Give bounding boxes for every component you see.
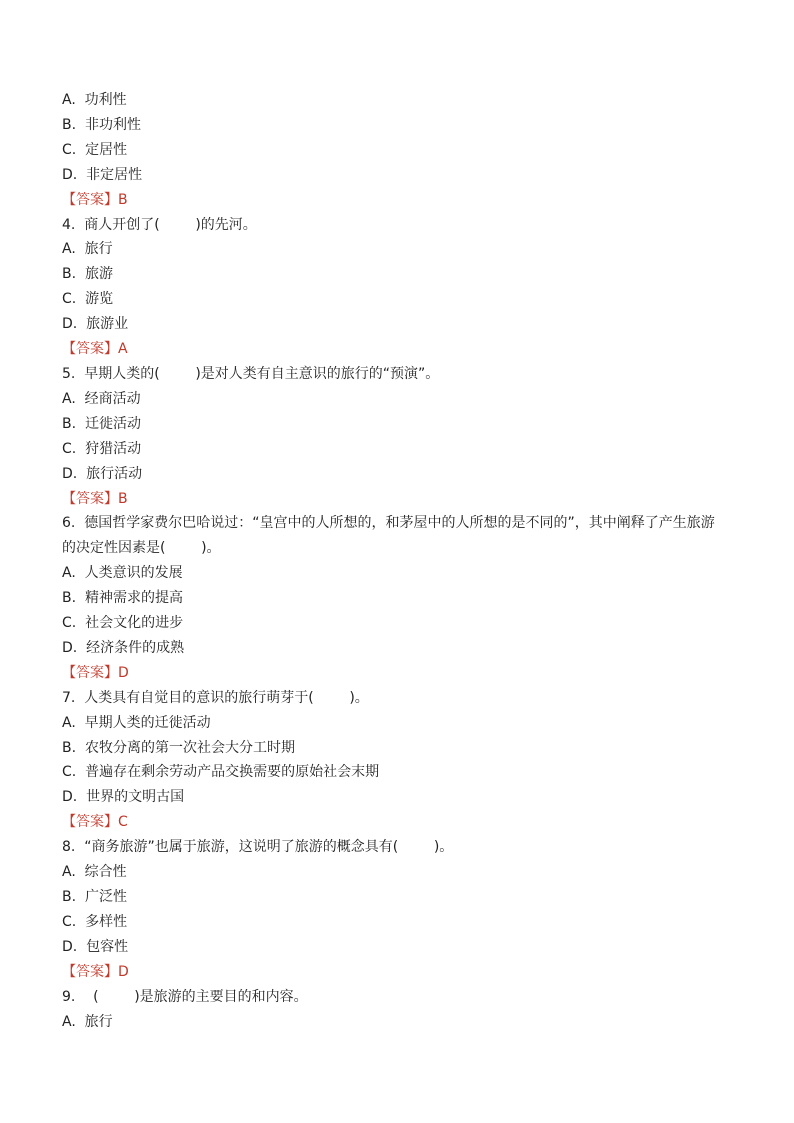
answer-value: A xyxy=(118,341,128,358)
option-text: C. 游览 xyxy=(62,291,114,308)
option-text: C. 定居性 xyxy=(62,141,128,158)
answer-line xyxy=(62,487,742,512)
option-text: D. 世界的文明古国 xyxy=(62,789,185,806)
question-text: 4. 商人开创了( )的先河。 xyxy=(62,216,257,233)
option-text: D. 经济条件的成熟 xyxy=(62,639,185,656)
option-text: B. 非功利性 xyxy=(62,116,141,133)
question-text: 7. 人类具有自觉目的意识的旅行萌芽于( )。 xyxy=(62,689,369,706)
answer-value: B xyxy=(118,490,128,507)
option-text: A. 旅行 xyxy=(62,1013,113,1030)
option-text: D. 包容性 xyxy=(62,938,129,955)
option-text: A. 早期人类的迁徙活动 xyxy=(62,714,211,731)
option-text: B. 旅游 xyxy=(62,266,113,283)
option-text: C. 普遍存在剩余劳动产品交换需要的原始社会末期 xyxy=(62,764,380,781)
option-text: D. 非定居性 xyxy=(62,166,143,183)
question-text: 5. 早期人类的( )是对人类有自主意识的旅行的“预演”。 xyxy=(62,365,440,382)
option-text: C. 多样性 xyxy=(62,913,128,930)
answer-label: 【答案】 xyxy=(62,490,118,507)
option-text: D. 旅游业 xyxy=(62,316,129,333)
option-text: B. 迁徙活动 xyxy=(62,415,141,432)
option-text: B. 精神需求的提高 xyxy=(62,590,183,607)
option-text: C. 狩猎活动 xyxy=(62,440,142,457)
option-text: B. 农牧分离的第一次社会大分工时期 xyxy=(62,739,295,756)
answer-label: 【答案】 xyxy=(62,814,118,831)
answer-value: B xyxy=(118,191,128,208)
question-text: 的决定性因素是( )。 xyxy=(62,540,221,557)
option-text: D. 旅行活动 xyxy=(62,465,143,482)
option-text: A. 功利性 xyxy=(62,92,127,108)
answer-label: 【答案】 xyxy=(62,191,118,208)
answer-label: 【答案】 xyxy=(62,963,118,980)
answer-line xyxy=(62,661,742,686)
answer-value: D xyxy=(118,664,129,681)
document-page xyxy=(62,88,742,1034)
option-text: B. 广泛性 xyxy=(62,889,127,905)
question-text: 6. 德国哲学家费尔巴哈说过：“皇宫中的人所想的，和茅屋中的人所想的是不同的”，其中阐释了产生旅游 xyxy=(62,515,715,532)
option-text: C. 社会文化的进步 xyxy=(62,615,184,632)
option-text: A. 旅行 xyxy=(62,241,113,258)
option-text: A. 经商活动 xyxy=(62,390,141,407)
question-text: 9. ( )是旅游的主要目的和内容。 xyxy=(62,988,308,1005)
answer-line xyxy=(62,960,742,985)
question-text: 8. “商务旅游”也属于旅游，这说明了旅游的概念具有( )。 xyxy=(62,839,454,856)
answer-value: D xyxy=(118,963,129,980)
answer-line xyxy=(62,188,742,213)
answer-label: 【答案】 xyxy=(62,664,118,681)
option-text: A. 综合性 xyxy=(62,864,127,881)
answer-label: 【答案】 xyxy=(62,341,118,358)
answer-line xyxy=(62,337,742,362)
answer-value: C xyxy=(118,814,128,831)
option-text: A. 人类意识的发展 xyxy=(62,565,183,582)
answer-line xyxy=(62,810,742,835)
